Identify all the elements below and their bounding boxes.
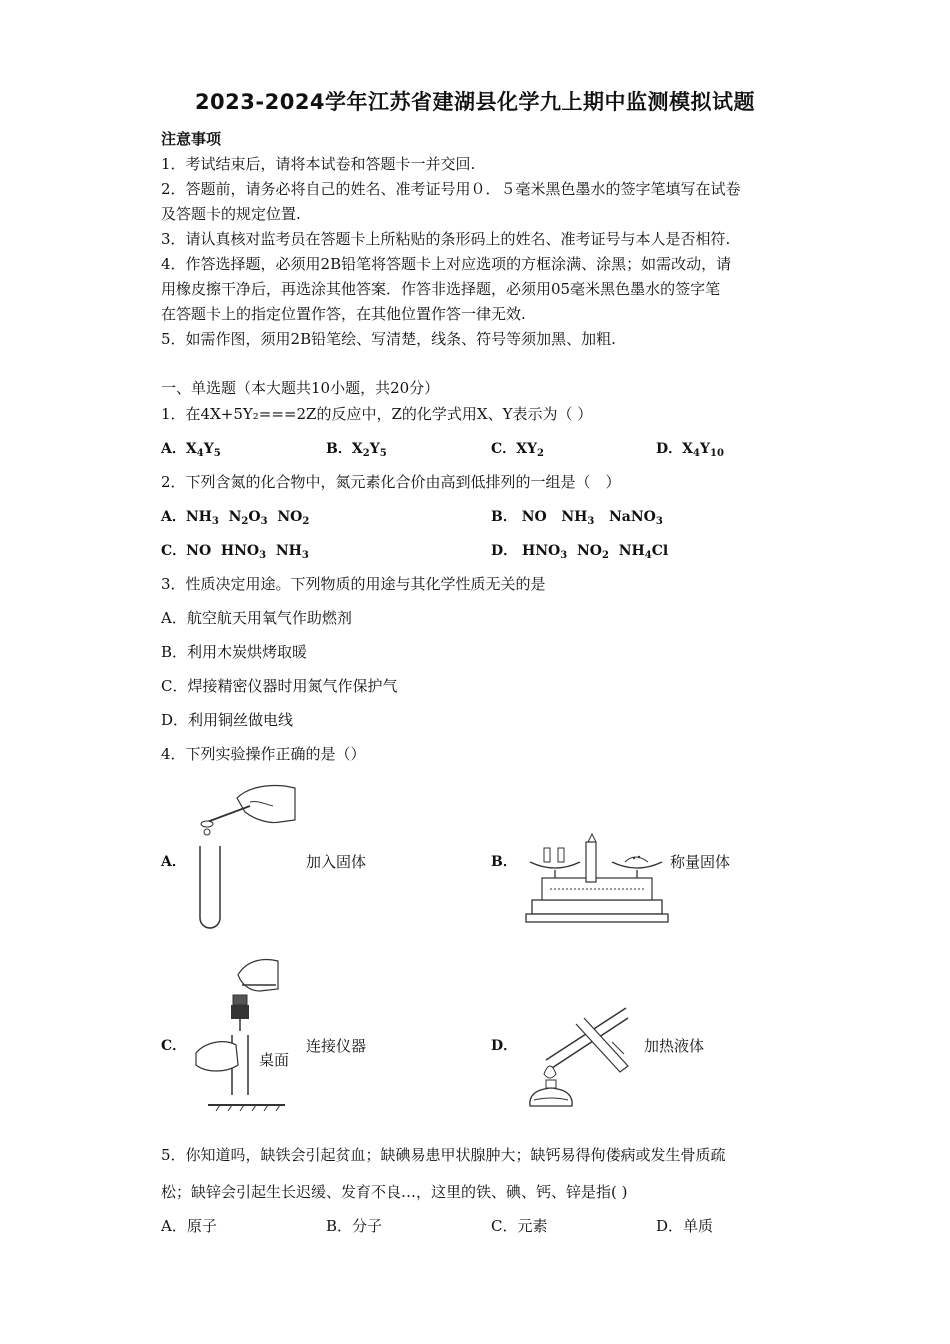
page-title: 2023-2024学年江苏省建湖县化学九上期中监测模拟试题: [194, 90, 756, 114]
q5-option-a: A．原子: [161, 1217, 217, 1235]
q2-option-a: A．$NH_3$ $N_2O_3$ $NO_2$: [161, 509, 310, 527]
notice-line: 2．答题前，请务必将自己的姓名、准考证号用０．５毫米黑色墨水的签字笔填写在试卷: [161, 180, 741, 198]
question-5-stem-line1: 5．你知道吗，缺铁会引起贫血；缺碘易患甲状腺肿大；缺钙易得佝偻病或发生骨质疏: [161, 1146, 726, 1164]
desk-label: 桌面: [259, 1051, 290, 1069]
q2-option-b: B． NO $NH_3$ NaNO$_3$: [491, 509, 663, 527]
notice-line: 3．请认真核对监考员在答题卡上所粘贴的条形码上的姓名、准考证号与本人是否相符.: [161, 230, 731, 248]
heating-liquid-illustration: [516, 1002, 636, 1114]
balance-scale-illustration: [520, 830, 670, 925]
test-tube-solid-illustration: [185, 780, 305, 930]
q1-option-a: A．$X_4Y_5$: [161, 441, 221, 459]
q4-option-a-caption: 加入固体: [306, 853, 367, 871]
q5-option-c: C．元素: [491, 1217, 548, 1235]
notice-line: 1．考试结束后，请将本试卷和答题卡一并交回.: [161, 155, 476, 173]
notice-line: 4．作答选择题，必须用2B铅笔将答题卡上对应选项的方框涂满、涂黑；如需改动，请: [161, 255, 732, 273]
question-5-stem-line2: 松；缺锌会引起生长迟缓、发育不良…，这里的铁、碘、钙、锌是指( ): [161, 1183, 628, 1201]
q4-option-b-caption: 称量固体: [670, 853, 731, 871]
q1-option-b: B．$X_2Y_5$: [326, 441, 387, 459]
q1-option-d: D．$X_4Y_{10}$: [656, 441, 724, 459]
q3-option-a: A．航空航天用氧气作助燃剂: [161, 609, 352, 627]
q5-option-b: B．分子: [326, 1217, 383, 1235]
q4-option-b-label: B．: [491, 854, 517, 870]
question-2-stem: 2．下列含氮的化合物中，氮元素化合价由高到低排列的一组是（ ）: [161, 473, 621, 491]
q4-option-c-caption: 连接仪器: [306, 1037, 367, 1055]
notice-line: 在答题卡上的指定位置作答，在其他位置作答一律无效.: [161, 305, 526, 323]
q3-option-b: B．利用木炭烘烤取暖: [161, 643, 308, 661]
question-1-stem: 1．在4X+5Y₂===2Z的反应中，Z的化学式用X、Y表示为（ ）: [161, 405, 593, 423]
q1-option-c: C．$XY_2$: [491, 441, 544, 459]
q3-option-c: C．焊接精密仪器时用氮气作保护气: [161, 677, 398, 695]
q2-option-d: D． $HNO_3$ $NO_2$ $NH_4Cl$: [491, 543, 669, 561]
q2-option-c: C．NO $HNO_3$ $NH_3$: [161, 543, 309, 561]
q4-option-d-caption: 加热液体: [644, 1037, 705, 1055]
q4-option-d-label: D．: [491, 1038, 518, 1054]
q3-option-d: D．利用铜丝做电线: [161, 711, 294, 729]
q5-option-d: D．单质: [656, 1217, 714, 1235]
notice-line: 用橡皮擦干净后，再选涂其他答案．作答非选择题，必须用05毫米黑色墨水的签字笔: [161, 280, 721, 298]
section-heading: 一、单选题（本大题共10小题，共20分）: [161, 379, 440, 397]
q4-option-a-label: A．: [161, 854, 186, 870]
notice-line: 5．如需作图，须用2B铅笔绘、写清楚，线条、符号等须加黑、加粗.: [161, 330, 616, 348]
question-3-stem: 3．性质决定用途。下列物质的用途与其化学性质无关的是: [161, 575, 546, 593]
connecting-apparatus-illustration: [190, 955, 300, 1110]
question-4-stem: 4．下列实验操作正确的是（）: [161, 745, 366, 763]
notice-heading: 注意事项: [161, 130, 222, 148]
notice-line: 及答题卡的规定位置.: [161, 205, 301, 223]
q4-option-c-label: C．: [161, 1038, 187, 1054]
